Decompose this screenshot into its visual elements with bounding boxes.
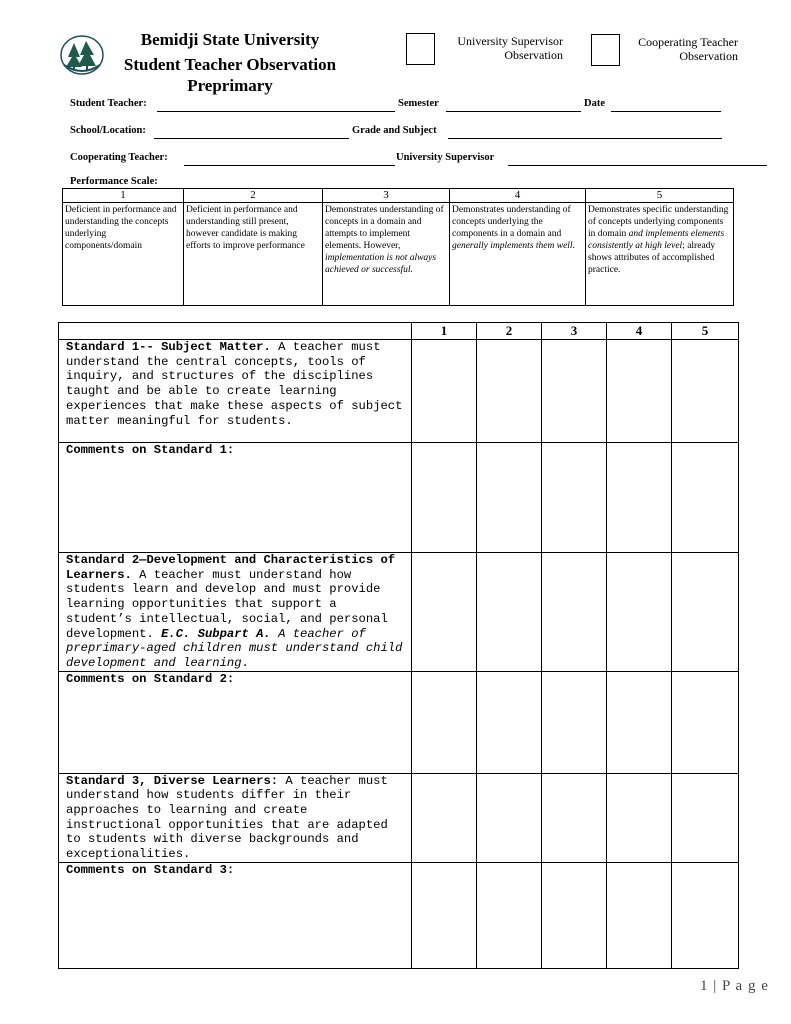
standard-3-text: Standard 3, Diverse Learners: A teacher must understand how students differ in their approaches to learning and create instructional opportunities that are adapted to students with diverse backgrounds and exceptionalities. (59, 773, 412, 862)
standard-3-comment-cell (542, 862, 607, 968)
standard-1-rating-5[interactable] (672, 340, 739, 443)
rating-header-3: 3 (542, 323, 607, 340)
university-supervisor-label: University Supervisor Observation (457, 34, 563, 62)
scale-level-1: 1 (63, 189, 184, 203)
standard-3-comment-cell (672, 862, 739, 968)
standard-2-rating-5[interactable] (672, 553, 739, 672)
scale-level-5: 5 (586, 189, 734, 203)
standard-2-rating-3[interactable] (542, 553, 607, 672)
student-teacher-label: Student Teacher: (70, 98, 147, 109)
standard-3-comment-cell (607, 862, 672, 968)
scale-description-3: Demonstrates understanding of concepts in a domain and attempts to implement elements. However, implementation is not always achieved or successful. (323, 203, 450, 306)
standard-1-comments[interactable]: Comments on Standard 1: (59, 443, 412, 553)
rating-header-4: 4 (607, 323, 672, 340)
standard-3-rating-2[interactable] (477, 773, 542, 862)
page-number: 1 (700, 978, 709, 994)
standard-1-comment-cell (412, 443, 477, 553)
scale-description-4: Demonstrates understanding of concepts underlying the components in a domain and generally implements them well. (450, 203, 586, 306)
university-supervisor-checkbox[interactable] (406, 33, 435, 65)
standard-2-comment-cell (607, 671, 672, 773)
standard-1-comment-cell (542, 443, 607, 553)
student-teacher-field[interactable] (157, 99, 395, 112)
standard-column-header (59, 323, 412, 340)
university-name: Bemidji State University (140, 30, 320, 49)
date-field[interactable] (611, 99, 721, 112)
school-location-field[interactable] (154, 126, 349, 139)
rating-header-2: 2 (477, 323, 542, 340)
semester-label: Semester (398, 98, 439, 109)
standard-3-rating-1[interactable] (412, 773, 477, 862)
semester-field[interactable] (446, 99, 581, 112)
standard-2-comment-cell (412, 671, 477, 773)
university-supervisor-field-label: University Supervisor (396, 152, 495, 163)
standard-2-rating-2[interactable] (477, 553, 542, 672)
form-subtitle: Preprimary (187, 76, 273, 95)
standard-1-rating-1[interactable] (412, 340, 477, 443)
grade-subject-field[interactable] (448, 126, 722, 139)
standard-2-text: Standard 2—Development and Characteristics of Learners. A teacher must understand how students learn and develop and must provide learning opportunities that support a student’s intellectual, social, and personal development. E.C. Subpart A. A teacher of preprimary-aged children must understand child development and learning. (59, 553, 412, 672)
grade-subject-label: Grade and Subject (352, 125, 437, 136)
cooperating-teacher-label: Cooperating Teacher Observation (638, 35, 738, 63)
standards-rating-table (58, 322, 739, 969)
standard-1-rating-4[interactable] (607, 340, 672, 443)
scale-description-5: Demonstrates specific understanding of concepts underlying components in domain and implements elements consistently at high level; already shows attributes of accomplished practice. (586, 203, 734, 306)
cooperating-teacher-field[interactable] (184, 153, 395, 166)
standard-1-comment-cell (477, 443, 542, 553)
standard-3-rating-3[interactable] (542, 773, 607, 862)
form-title: Student Teacher Observation (123, 55, 337, 74)
standard-1-comment-cell (672, 443, 739, 553)
performance-scale-table (62, 188, 734, 306)
scale-description-2: Deficient in performance and understanding still present, however candidate is making efforts to improve performance (184, 203, 323, 306)
rating-header-1: 1 (412, 323, 477, 340)
scale-level-3: 3 (323, 189, 450, 203)
standard-3-comments[interactable]: Comments on Standard 3: (59, 862, 412, 968)
cooperating-teacher-checkbox[interactable] (591, 34, 620, 66)
standard-3-comment-cell (412, 862, 477, 968)
page-footer (700, 978, 769, 995)
standard-2-comment-cell (672, 671, 739, 773)
page-label: | P a g e (713, 978, 769, 994)
university-logo (60, 35, 104, 75)
date-label: Date (584, 98, 605, 109)
standard-3-rating-5[interactable] (672, 773, 739, 862)
standard-3-rating-4[interactable] (607, 773, 672, 862)
school-location-label: School/Location: (70, 125, 146, 136)
university-supervisor-field[interactable] (508, 153, 767, 166)
standard-1-rating-3[interactable] (542, 340, 607, 443)
standard-1-text: Standard 1-- Subject Matter. A teacher must understand the central concepts, tools of inquiry, and structures of the disciplines taught and be able to create learning experiences that make these aspects of subject matter meaningful for students. (59, 340, 412, 443)
standard-3-comment-cell (477, 862, 542, 968)
standard-2-comments[interactable]: Comments on Standard 2: (59, 671, 412, 773)
standard-2-rating-1[interactable] (412, 553, 477, 672)
rating-header-5: 5 (672, 323, 739, 340)
standard-2-comment-cell (542, 671, 607, 773)
standard-2-comment-cell (477, 671, 542, 773)
standard-1-comment-cell (607, 443, 672, 553)
scale-description-1: Deficient in performance and understanding the concepts underlying components/domain (63, 203, 184, 306)
scale-level-2: 2 (184, 189, 323, 203)
standard-2-rating-4[interactable] (607, 553, 672, 672)
performance-scale-label: Performance Scale: (70, 176, 158, 187)
standard-1-rating-2[interactable] (477, 340, 542, 443)
cooperating-teacher-field-label: Cooperating Teacher: (70, 152, 168, 163)
scale-level-4: 4 (450, 189, 586, 203)
